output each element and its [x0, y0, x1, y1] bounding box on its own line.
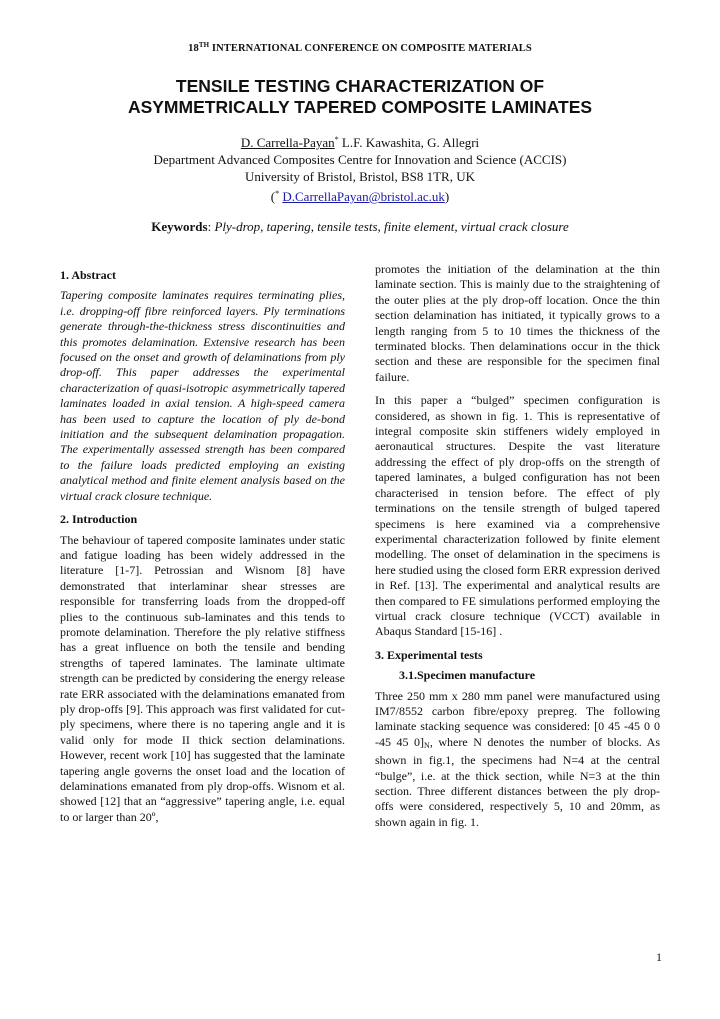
keywords-text: Ply-drop, tapering, tensile tests, finite element, virtual crack closure — [214, 219, 569, 234]
keywords-label: Keywords — [151, 219, 208, 234]
abstract-text: Tapering composite laminates requires terminating plies, i.e. dropping-off fibre reinforced layers. Ply terminations generate through-the-thickness stress discontinuities and this promotes delamination. Extensive research has been focused on the onset and growth of delaminations from ply drop-off. This paper addresses the experimental characterization of quasi-isotropic asymmetrically tapered laminates loaded in axial tension. A high-speed camera has been used to capture the location of ply de-bond initiation and the subsequent delamination propagation. The experimentally assessed strength has been compared to the failure loads predicted employing an existing analytical method and finite element analysis based on the virtual crack closure technique. — [60, 288, 345, 503]
first-author: D. Carrella-Payan — [240, 135, 335, 150]
keywords-line: Keywords: Ply-drop, tapering, tensile tests, finite element, virtual crack closure — [151, 219, 569, 234]
header-rest: INTERNATIONAL CONFERENCE ON COMPOSITE MATERIALS — [209, 43, 532, 54]
intro-text: The behaviour of tapered composite laminates under static and fatigue loading has been widely addressed in the literature [1-7]. Petrossian and Wisnom [8] have demonstrated that interlaminar shear stresses are responsible for transferring loads from the dropped-off plies to the continuous sub-laminates and this tends to promote delamination. Therefore the ply relative stiffness has a great influence on both the tensile and bending strengths of tapered laminates. The laminate ultimate strength can be predicted by considering the energy release rate ERR associated with the delaminations emanated from ply drop-offs [9]. This approach was first validated for cut-ply specimens, where there is no tapering angle and it is valid only for mode II thick section delaminations. However, recent work [10] has suggested that the laminate tapering angle governs the onset load and the location of delaminations emanated from ply drop-offs. Wisnom et al. showed [12] that an “aggressive” tapering angle, i.e. equal to or larger than 20º, — [60, 532, 345, 824]
p3-part-a: Three 250 mm x 280 mm panel were manufactured using IM7/8552 carbon fibre/epoxy prepreg. The following laminate stacking sequence was considered: [0 45 -45 0 0 -45 45 0] — [375, 688, 660, 749]
left-column — [60, 262, 345, 833]
email-link[interactable]: D.CarrellaPayan@bristol.ac.uk — [282, 189, 445, 204]
right-paragraph-1: promotes the initiation of the delamination at the thin laminate section. This is mainly due to the straightening of the outer plies at the ply drop-off location. Once the thin section delamination has initiated, it typically grows to a length ranging from 5 to 10 times the thickness of the terminated blocks. Then delaminations occur in the thick section and these are responsible for the specimen final failure. — [375, 262, 660, 384]
title-line-2: ASYMMETRICALLY TAPERED COMPOSITE LAMINATES — [127, 97, 593, 117]
header-prefix: 18 — [188, 43, 199, 54]
header-sup: TH — [198, 41, 210, 49]
right-column — [375, 262, 660, 838]
specimen-heading: 3.1.Specimen manufacture — [399, 668, 536, 683]
page-number: 1 — [656, 950, 662, 964]
other-authors: L.F. Kawashita, G. Allegri — [338, 135, 480, 150]
p3-part-b: , where N denotes the number of blocks. As shown in fig.1, the specimens had N=4 at the central “bulge”, i.e. at the thick section, while N=3 at the thin section. Three different distances between the ply drop-offs were considered, respectively 5, 10 and 20mm, as shown again in fig. 1. — [375, 734, 660, 829]
abstract-heading: 1. Abstract — [60, 268, 116, 282]
experimental-heading: 3. Experimental tests — [375, 647, 483, 662]
title-line-1: TENSILE TESTING CHARACTERIZATION OF — [175, 76, 545, 96]
department: Department Advanced Composites Centre for Innovation and Science (ACCIS) — [153, 152, 567, 167]
p3-subscript: N — [424, 740, 430, 750]
right-paragraph-2: In this paper a “bulged” specimen configuration is considered, as shown in fig. 1. This is representative of integral composite skin stiffeners widely employed in aeronautical structures. Despite the vast literature addressing the effect of ply drop-offs on the strength of tapered laminates, a bulged configuration has not been characterised in tension before. The effect of ply terminations on the tensile strength of bulged tapered specimens is here examined via a comprehensive experimental characterization followed by finite element modelling. The onset of delamination in the specimens is here studied using the closed form ERR expression derived in Ref. [13]. The experimental and analytical results are then compared to FE simulations performed employing the virtual crack closure technique (VCCT) available in Abaqus Standard [15-16] . — [375, 393, 660, 639]
right-paragraph-3 — [375, 689, 660, 831]
university: University of Bristol, Bristol, BS8 1TR, UK — [244, 169, 476, 184]
conference-header — [0, 41, 720, 54]
author-star: * — [334, 135, 339, 144]
paper-title — [0, 76, 720, 118]
author-line — [0, 131, 720, 151]
email-line: (* D.CarrellaPayan@bristol.ac.uk) — [270, 189, 450, 204]
intro-heading: 2. Introduction — [60, 512, 138, 527]
email-star: * — [275, 189, 280, 198]
author-block — [0, 131, 720, 205]
